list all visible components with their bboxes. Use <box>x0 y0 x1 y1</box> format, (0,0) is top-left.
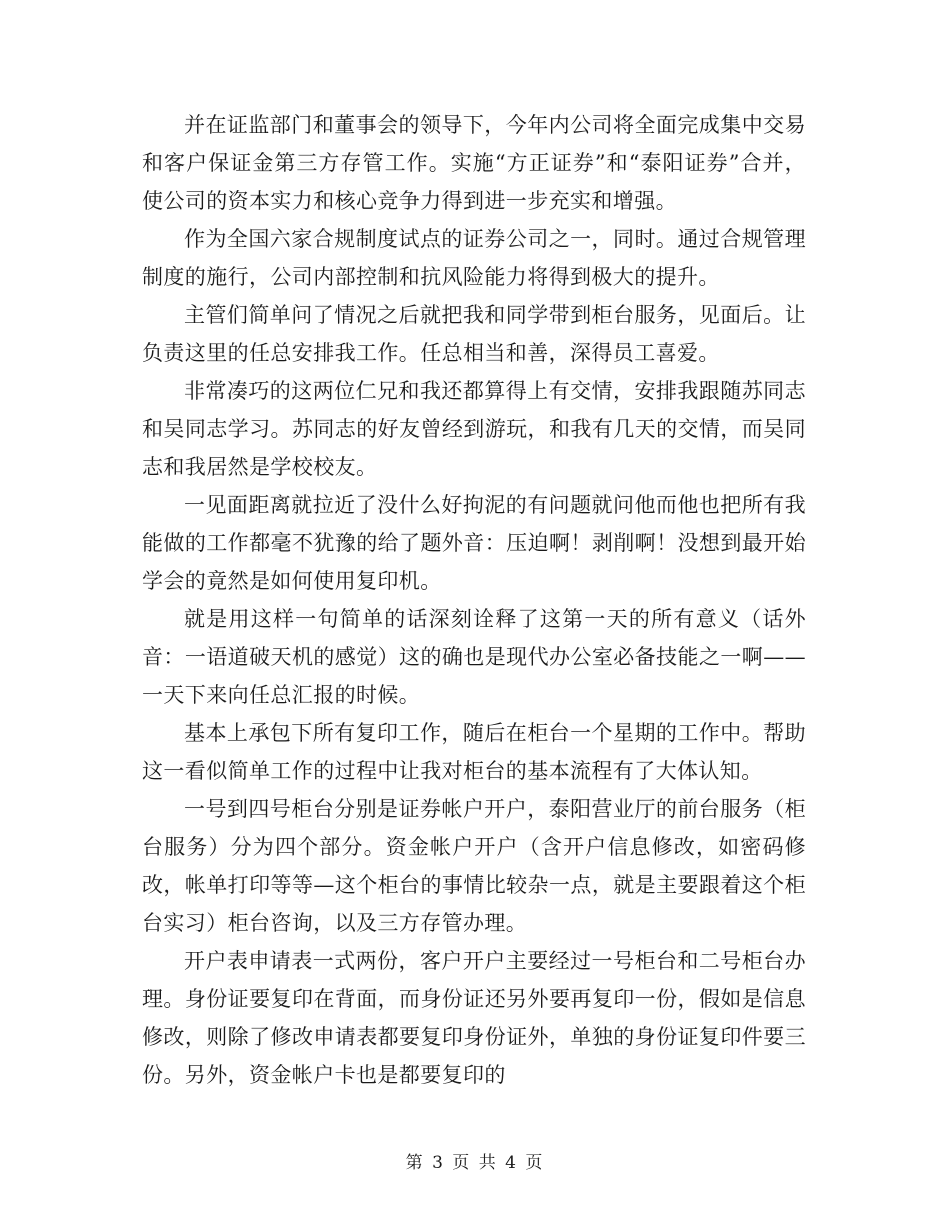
paragraph: 就是用这样一句简单的话深刻诠释了这第一天的所有意义（话外音：一语道破天机的感觉）这的确也是现代办公室必备技能之一啊——一天下来向任总汇报的时候。 <box>142 607 806 707</box>
paragraph: 开户表申请表一式两份，客户开户主要经过一号柜台和二号柜台办理。身份证要复印在背面，而身份证还另外要再复印一份，假如是信息修改，则除了修改申请表都要复印身份证外，单独的身份证复印件要三份。另外，资金帐户卡也是都要复印的 <box>142 949 806 1087</box>
paragraph: 并在证监部门和董事会的领导下，今年内公司将全面完成集中交易和客户保证金第三方存管工作。实施“方正证券”和“泰阳证券”合并，使公司的资本实力和核心竞争力得到进一步充实和增强。 <box>142 113 806 213</box>
paragraph: 作为全国六家合规制度试点的证券公司之一，同时。通过合规管理制度的施行，公司内部控制和抗风险能力将得到极大的提升。 <box>142 227 806 289</box>
paragraph: 非常凑巧的这两位仁兄和我还都算得上有交情，安排我跟随苏同志和吴同志学习。苏同志的好友曾经到游玩，和我有几天的交情，而吴同志和我居然是学校校友。 <box>142 379 806 479</box>
paragraph: 一号到四号柜台分别是证券帐户开户，泰阳营业厅的前台服务（柜台服务）分为四个部分。资金帐户开户（含开户信息修改，如密码修改，帐单打印等等—这个柜台的事情比较杂一点，就是主要跟着这个柜台实习）柜台咨询，以及三方存管办理。 <box>142 797 806 935</box>
paragraph: 基本上承包下所有复印工作，随后在柜台一个星期的工作中。帮助这一看似简单工作的过程中让我对柜台的基本流程有了大体认知。 <box>142 721 806 783</box>
page-number-footer: 第 3 页 共 4 页 <box>405 1153 545 1173</box>
paragraph: 一见面距离就拉近了没什么好拘泥的有问题就问他而他也把所有我能做的工作都毫不犹豫的给了题外音：压迫啊！剥削啊！没想到最开始学会的竟然是如何使用复印机。 <box>142 493 806 593</box>
document-body <box>142 106 806 1094</box>
paragraph: 主管们简单问了情况之后就把我和同学带到柜台服务，见面后。让负责这里的任总安排我工作。任总相当和善，深得员工喜爱。 <box>142 303 806 365</box>
